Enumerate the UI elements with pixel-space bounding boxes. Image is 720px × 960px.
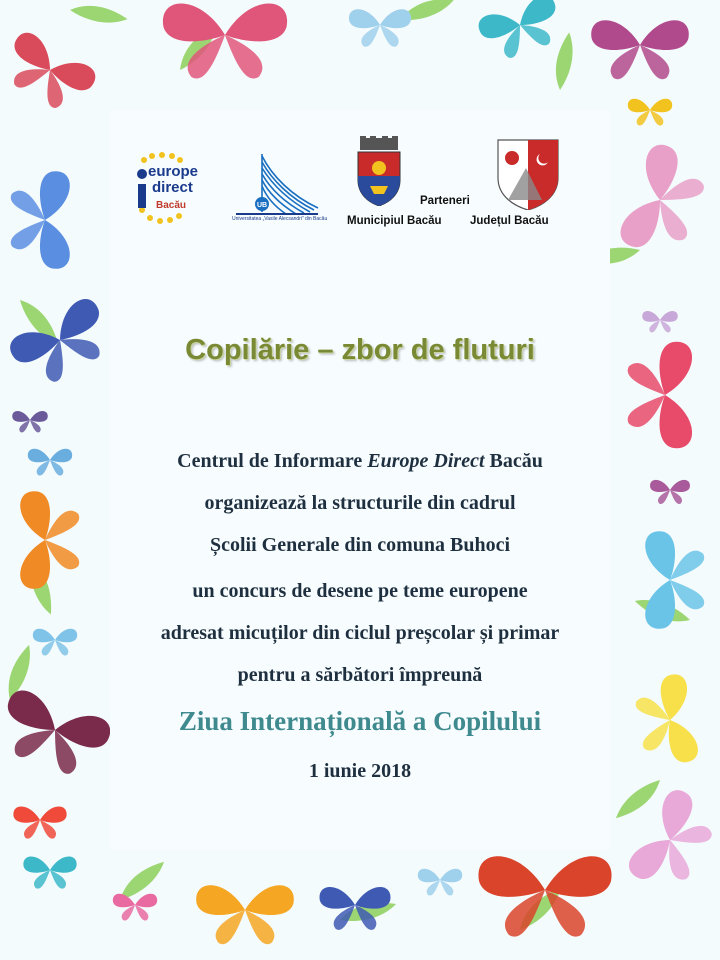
partner-municipiu-name: Municipiul Bacău (347, 215, 442, 227)
europe-direct-logo (134, 150, 199, 230)
europe-direct-line1: europe (148, 163, 199, 180)
body-line-2: organizează la structurile din cadrul (204, 492, 516, 514)
event-name: Ziua Internațională a Copilului (178, 706, 542, 736)
university-caption: Universitatea „Vasile Alecsandri” din Bacău (232, 216, 328, 222)
svg-text:UB: UB (256, 202, 268, 209)
body-line-4: un concurs de desene pe teme europene (192, 580, 528, 602)
judet-coat-of-arms (496, 138, 560, 210)
body-line-1-post: Bacău (484, 450, 543, 472)
body-line-5: adresat micuților din ciclul preșcolar și primar (160, 622, 560, 644)
europe-direct-city: Bacău (156, 200, 187, 211)
judet-crest-icon (496, 138, 560, 210)
body-line-1 (0, 450, 720, 473)
municipiu-coat-of-arms (354, 136, 404, 206)
page-title: Copilărie – zbor de fluturi (185, 334, 535, 366)
university-logo (232, 146, 328, 230)
body-line-1-em: Europe Direct (367, 450, 485, 472)
municipiu-crest-icon (354, 136, 404, 206)
body-line-1-pre: Centrul de Informare (177, 450, 368, 472)
body-line-3: Școlii Generale din comuna Buhoci (209, 534, 511, 556)
partner-judet-name: Județul Bacău (470, 215, 549, 227)
body-line-6: pentru a sărbători împreună (237, 664, 483, 686)
partners-label: Parteneri (420, 195, 470, 207)
europe-direct-line2: direct (152, 179, 193, 196)
event-date: 1 iunie 2018 (308, 760, 412, 782)
